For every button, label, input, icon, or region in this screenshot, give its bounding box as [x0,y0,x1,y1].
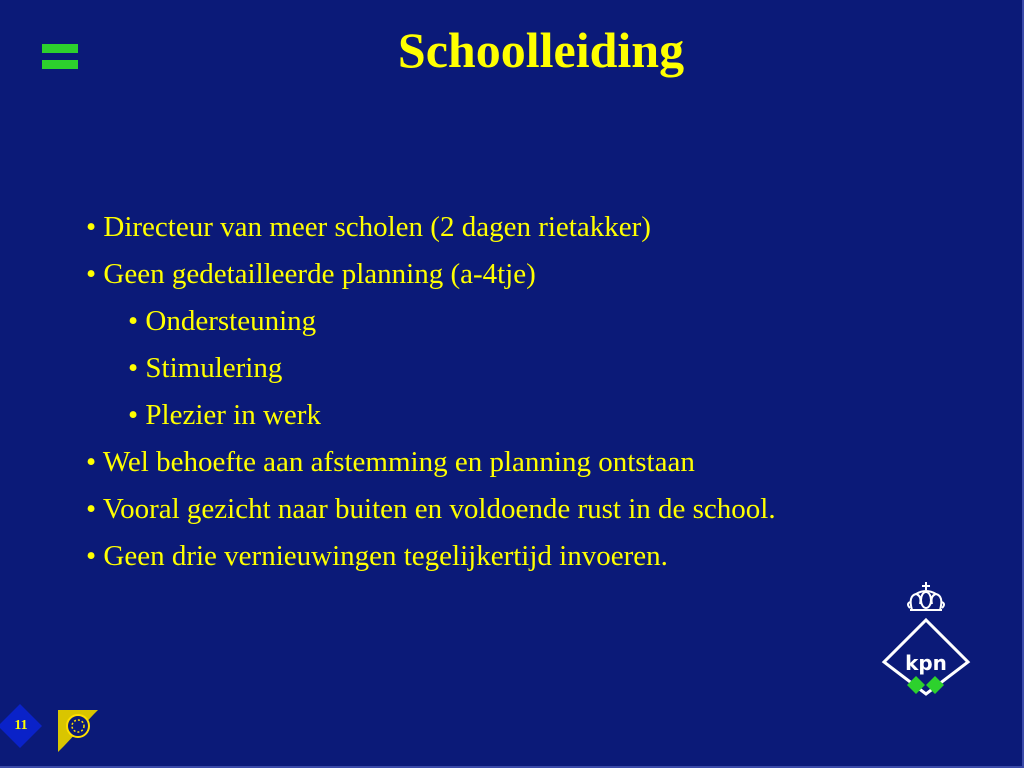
page-number: 11 [14,718,28,733]
slide-title: Schoolleiding [397,22,685,78]
bullet-item: • Vooral gezicht naar buiten en voldoende rust in de school. [86,493,776,525]
bullet-list [86,204,986,580]
bullet-item: • Geen drie vernieuwingen tegelijkertijd invoeren. [86,540,668,572]
sun-emblem-icon [58,710,98,752]
kpn-crown-logo [880,582,972,698]
bullet-item: • Directeur van meer scholen (2 dagen rietakker) [86,211,651,243]
bullet-item: • Geen gedetailleerde planning (a-4tje) [86,258,536,290]
sub-bullet-item: • Ondersteuning [128,305,317,337]
bullet-item: • Wel behoefte aan afstemming en planning ontstaan [86,446,695,478]
sub-bullet-item: • Stimulering [128,352,283,384]
kpn-logo-text: kpn [905,651,947,675]
sub-bullet-item: • Plezier in werk [128,399,321,431]
